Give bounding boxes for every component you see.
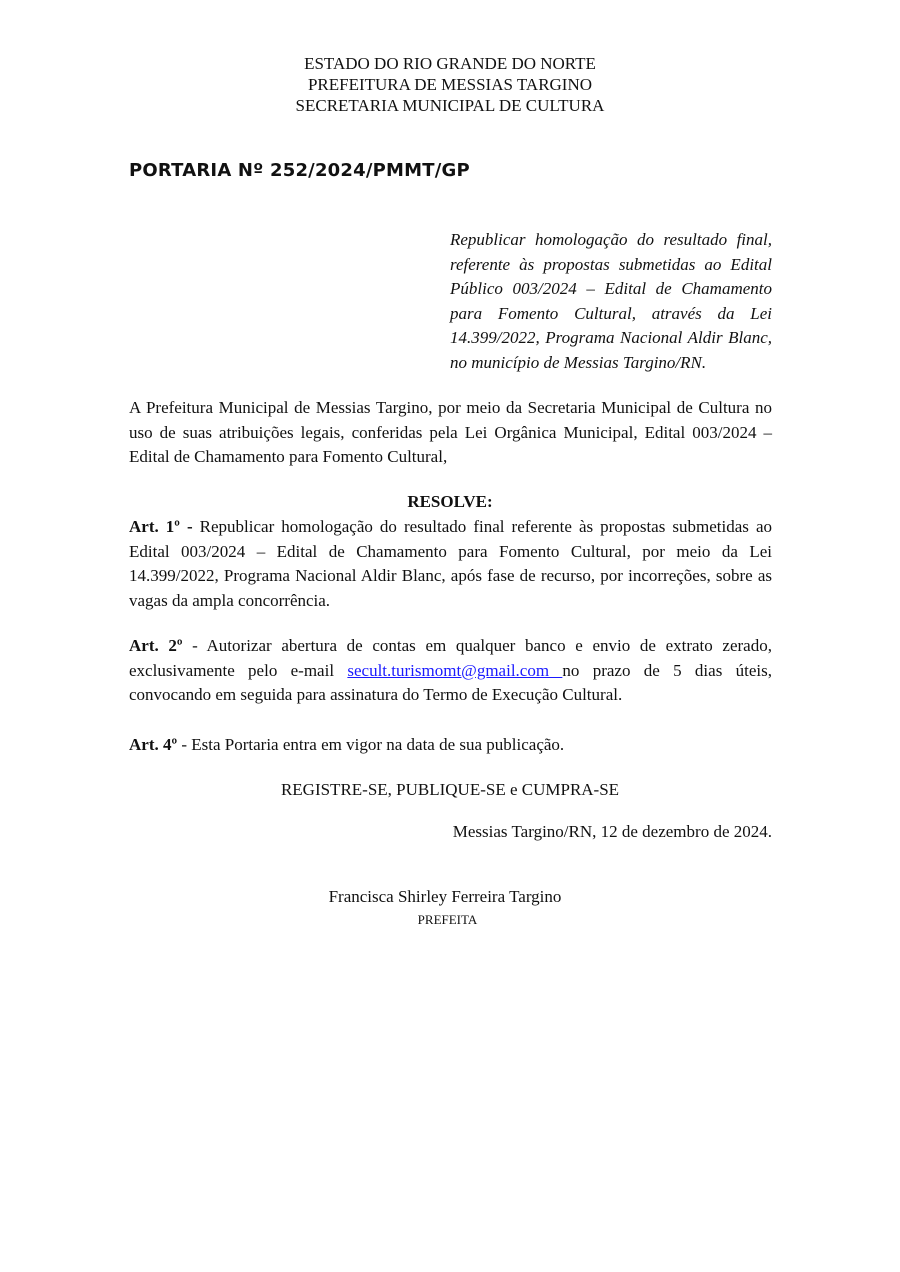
article-4 xyxy=(129,733,772,758)
article-2 xyxy=(129,634,772,708)
article-1 xyxy=(129,515,772,613)
article-4-text: - Esta Portaria entra em vigor na data de sua publicação. xyxy=(177,735,565,754)
email-link[interactable]: secult.turismomt@gmail.com xyxy=(347,660,563,680)
article-4-label: Art. 4º xyxy=(129,735,178,754)
article-2-text-after: no prazo de 5 dias úteis, convocando em seguida para assinatura do Termo de Execução Cultural. xyxy=(129,660,772,704)
article-1-label: Art. 1º - xyxy=(129,517,193,536)
signer-role: PREFEITA xyxy=(417,912,478,927)
registre-line: REGISTRE-SE, PUBLIQUE-SE e CUMPRA-SE xyxy=(280,780,620,799)
ementa-summary: Republicar homologação do resultado final, referente às propostas submetidas ao Edital Público 003/2024 – Edital de Chamamento para Fomento Cultural, através da Lei 14.399/2022, Programa Nacional Aldir Blanc, no município de Messias Targino/RN. xyxy=(450,230,772,372)
article-2-text-before: - Autorizar abertura de contas em qualquer banco e envio de extrato zerado, exclusivamente pelo e-mail xyxy=(129,636,772,680)
article-1-text: Republicar homologação do resultado final referente às propostas submetidas ao Edital 003/2024 – Edital de Chamamento para Fomento Cultural, por meio da Lei 14.399/2022, Programa Nacional Aldir Blanc, após fase de recurso, por incorreções, sobre as vagas da ampla concorrência. xyxy=(129,517,772,610)
intro-paragraph: A Prefeitura Municipal de Messias Targino, por meio da Secretaria Municipal de Cultura no uso de suas atribuições legais, conferidas pela Lei Orgânica Municipal, Edital 003/2024 – Edital de Chamamento para Fomento Cultural, xyxy=(129,398,772,466)
signer-name: Francisca Shirley Ferreira Targino xyxy=(328,887,562,906)
portaria-title: PORTARIA Nº 252/2024/PMMT/GP xyxy=(129,160,470,181)
dateline: Messias Targino/RN, 12 de dezembro de 2024. xyxy=(452,822,772,841)
article-2-label: Art. 2º xyxy=(129,636,183,655)
resolve-heading: RESOLVE: xyxy=(407,492,493,511)
letterhead xyxy=(0,53,900,116)
letterhead-secretariat: SECRETARIA MUNICIPAL DE CULTURA xyxy=(295,96,605,115)
letterhead-state: ESTADO DO RIO GRANDE DO NORTE xyxy=(304,54,596,73)
letterhead-prefecture: PREFEITURA DE MESSIAS TARGINO xyxy=(307,75,593,94)
